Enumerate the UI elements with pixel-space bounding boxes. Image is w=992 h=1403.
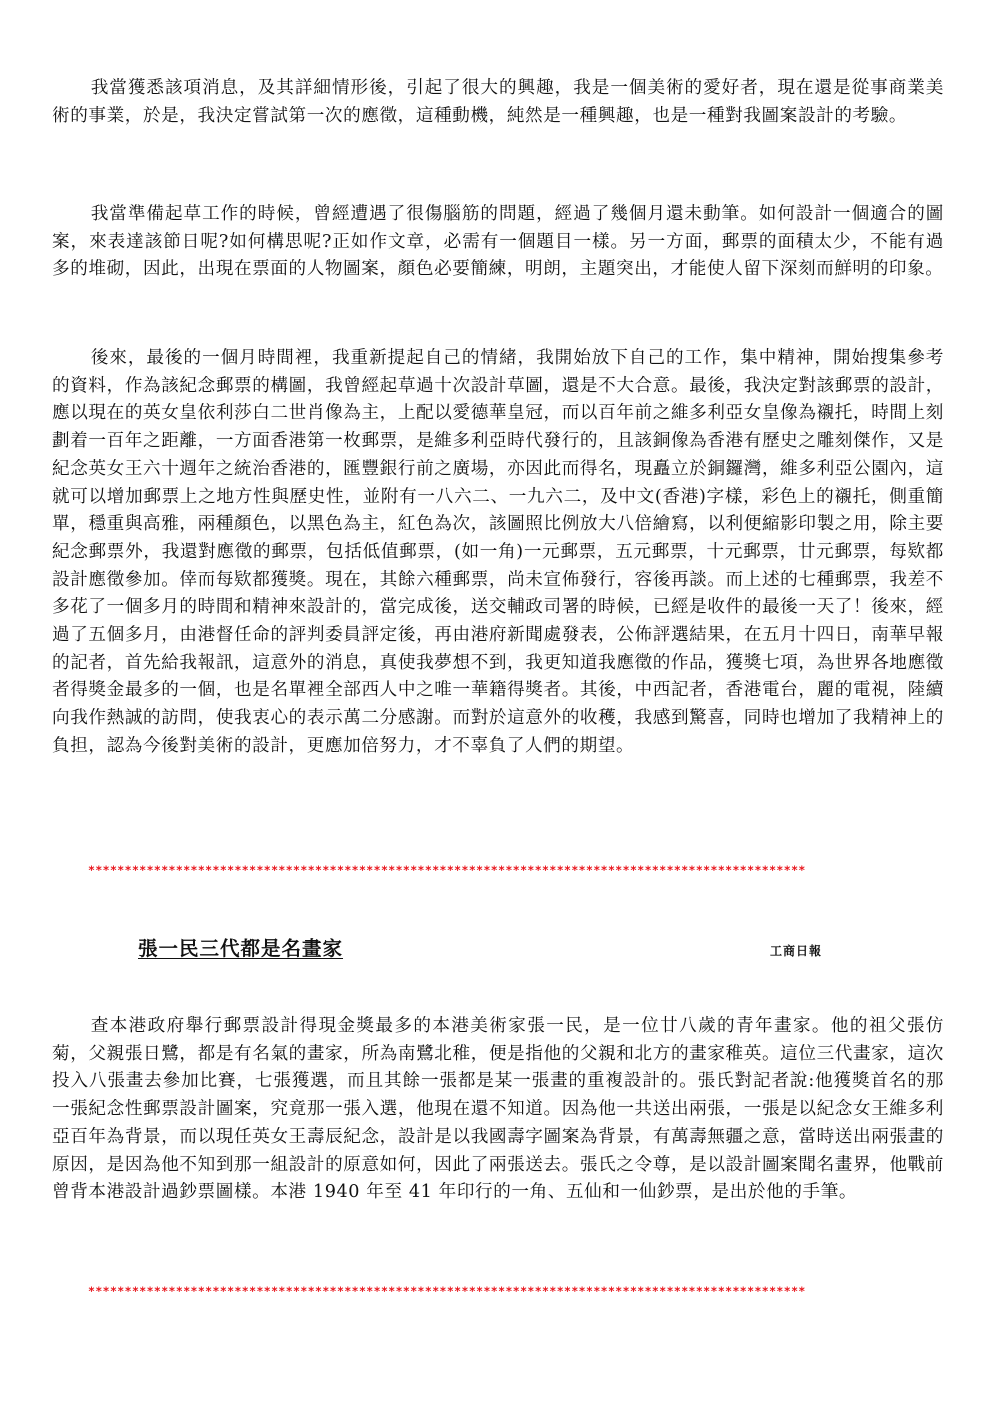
asterisk-separator: ************************************************************************************************** [88, 1284, 806, 1298]
news-headline: 張一民三代都是名畫家 [138, 937, 344, 960]
news-body-paragraph: 查本港政府舉行郵票設計得現金獎最多的本港美術家張一民，是一位廿八歲的青年畫家。他的祖父張仿菊，父親張日鷺，都是有名氣的畫家，所為南鷺北稚，便是指他的父親和北方的畫家稚英。這位三代畫家，這次投入八張畫去參加比賽，七張獲選，而且其餘一張都是某一張畫的重複設計的。張氏對記者說:他獲獎首名的那一張紀念性郵票設計圖案，究竟那一張入選，他現在還不知道。因為他一共送出兩張，一張是以紀念女王維多利亞百年為背景，而以現任英女王壽辰紀念，設計是以我國壽字圖案為背景，有萬壽無疆之意，當時送出兩張畫的原因，是因為他不知到那一組設計的原意如何，因此了兩張送去。張氏之令尊，是以設計圖案聞名畫界，他戰前曾背本港設計過鈔票圖樣。本港 1940 年至 41 年印行的一角、五仙和一仙鈔票，是出於他的手筆。 [52, 1016, 944, 1203]
article-paragraph-2: 我當準備起草工作的時候，曾經遭遇了很傷腦筋的問題，經過了幾個月還未動筆。如何設計一個適合的圖案，來表達該節日呢?如何構思呢?正如作文章，必需有一個題目一樣。另一方面，郵票的面積太少，不能有過多的堆砌，因此，出現在票面的人物圖案，顏色必要簡練，明朗，主題突出，才能使人留下深刻而鮮明的印象。 [52, 204, 944, 280]
article-paragraph-1: 我當獲悉該項消息，及其詳細情形後，引起了很大的興趣，我是一個美術的愛好者，現在還是從事商業美術的事業，於是，我決定嘗試第一次的應徵，這種動機，純然是一種興趣，也是一種對我圖案設計的考驗。 [52, 78, 944, 126]
article-paragraph-3: 後來，最後的一個月時間裡，我重新提起自己的情緒，我開始放下自己的工作，集中精神，開始搜集參考的資料，作為該紀念郵票的構圖，我曾經起草過十次設計草圖，還是不大合意。最後，我決定對該郵票的設計，應以現在的英女皇依利莎白二世肖像為主，上配以愛德華皇冠，而以百年前之維多利亞女皇像為襯托，時間上刻劃着一百年之距離，一方面香港第一枚郵票，是維多利亞時代發行的，且該銅像為香港有歷史之雕刻傑作，又是紀念英女王六十週年之統治香港的，匯豐銀行前之廣場，亦因此而得名，現矗立於銅鑼灣，維多利亞公園內，這就可以增加郵票上之地方性與歷史性，並附有一八六二、一九六二，及中文(香港)字樣，彩色上的襯托，側重簡單，穩重與高雅，兩種顏色，以黑色為主，紅色為次，該圖照比例放大八倍繪寫，以利便縮影印製之用，除主要紀念郵票外，我還對應徵的郵票，包括低值郵票，(如一角)一元郵票，五元郵票，十元郵票，廿元郵票，每欵都設計應徵參加。倖而每欵都獲獎。現在，其餘六種郵票，尚未宣佈發行，容後再談。而上述的七種郵票，我差不多花了一個多月的時間和精神來設計的，當完成後，送交輔政司署的時候，已經是收件的最後一天了！後來，經過了五個多月，由港督任命的評判委員評定後，再由港府新聞處發表，公佈評選結果，在五月十四日，南華早報的記者，首先給我報訊，這意外的消息，真使我夢想不到，我更知道我應徵的作品，獲獎七項，為世界各地應徵者得獎金最多的一個，也是名單裡全部西人中之唯一華籍得獎者。其後，中西記者，香港電台，麗的電視，陸續向我作熱誠的訪問，使我衷心的表示萬二分感謝。而對於這意外的收穫，我感到驚喜，同時也增加了我精神上的負担，認為今後對美術的設計，更應加倍努力，才不辜負了人們的期望。 [52, 348, 944, 756]
asterisk-separator: ************************************************************************************************** [88, 863, 806, 877]
news-source: 工商日報 [770, 944, 823, 958]
